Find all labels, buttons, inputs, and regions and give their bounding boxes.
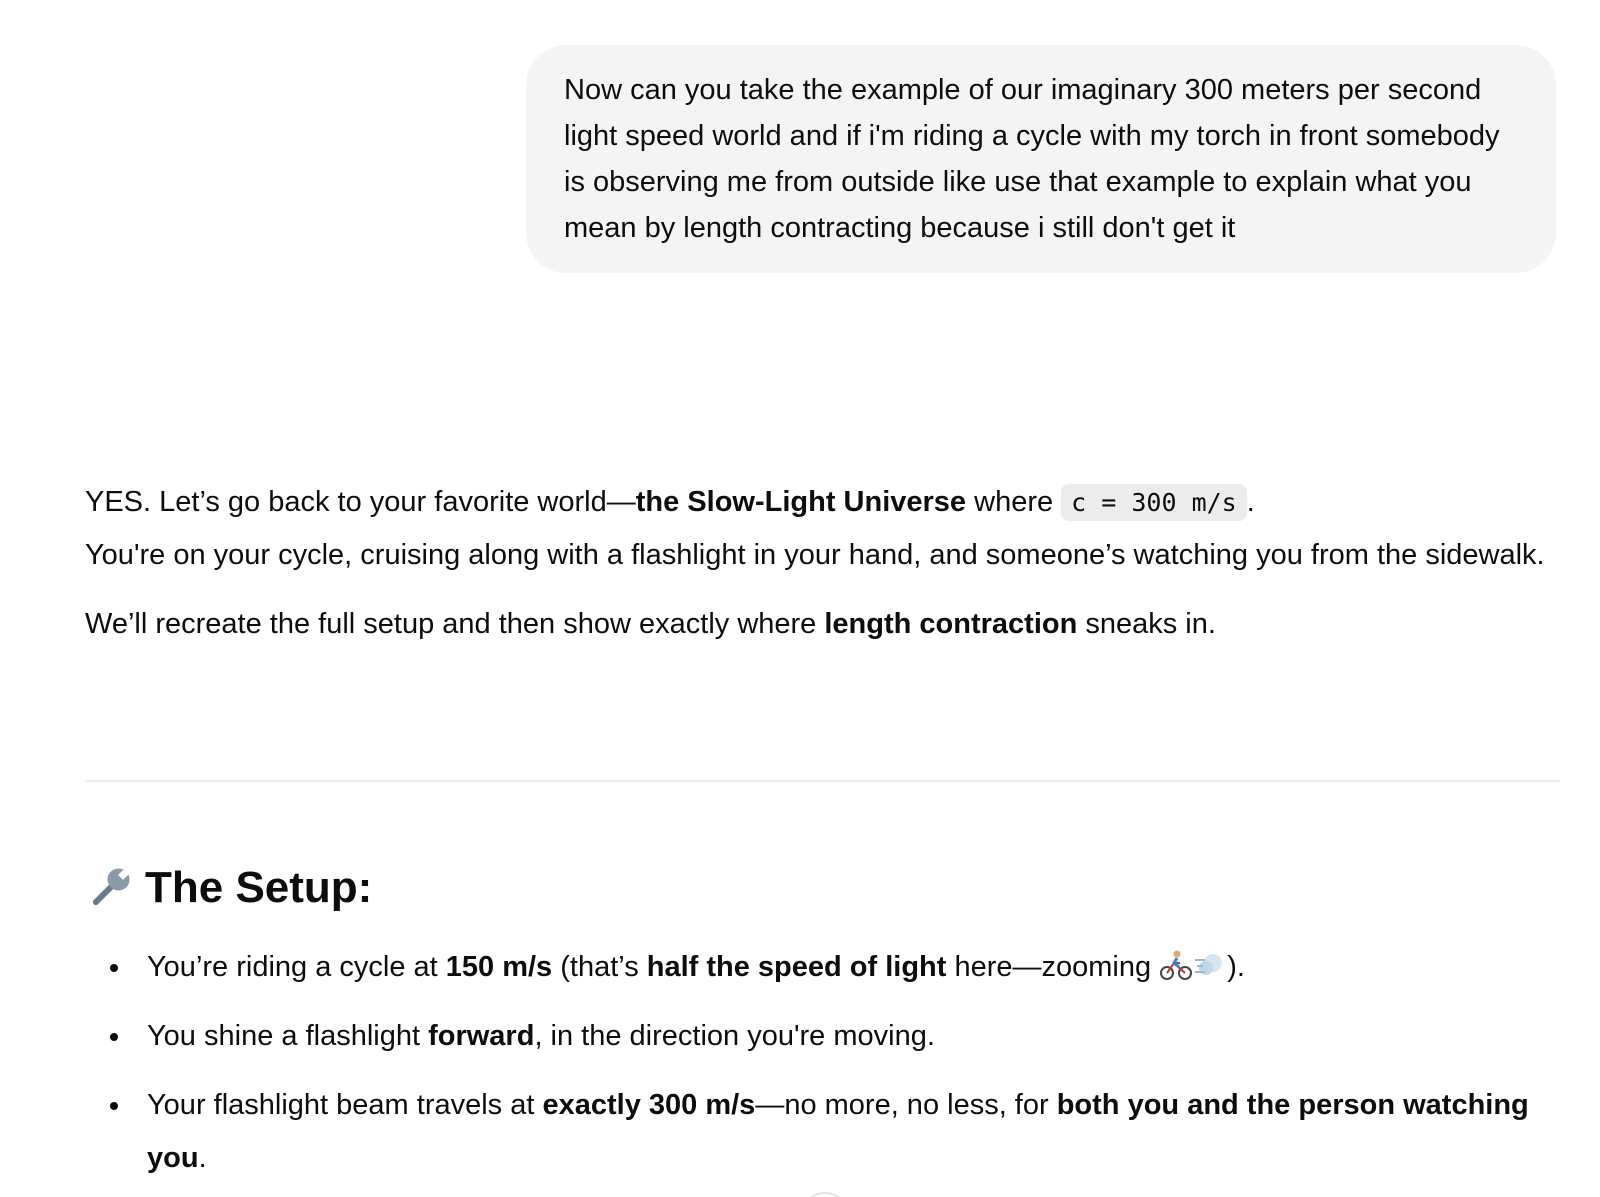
- item-text: (that’s: [552, 951, 647, 983]
- para-text: sneaks in.: [1077, 608, 1216, 640]
- item-text: You’re riding a cycle at: [147, 951, 446, 983]
- item-text: ).: [1227, 951, 1245, 983]
- item-text: , in the direction you're moving.: [534, 1020, 935, 1052]
- wrench-icon: [85, 863, 135, 913]
- setup-list: [85, 941, 1560, 1197]
- inline-code: c = 300 m/s: [1061, 484, 1247, 521]
- item-text: —no more, no less, for: [755, 1089, 1057, 1121]
- assistant-intro-paragraph: [85, 476, 1560, 582]
- dash-emoji: [1193, 947, 1227, 981]
- item-bold: 150 m/s: [445, 951, 553, 983]
- intro-text: where: [966, 486, 1062, 518]
- user-message-bubble: [526, 45, 1556, 273]
- intro-line2: You're on your cycle, cruising along with a flashlight in your hand, and someone’s watching you from the sidewalk.: [85, 539, 1545, 571]
- para-bold: length contraction: [824, 608, 1078, 640]
- list-item: [85, 1010, 1560, 1063]
- intro-text: YES. Let’s go back to your favorite world—: [85, 486, 636, 518]
- assistant-second-paragraph: [85, 598, 1560, 651]
- assistant-message: [85, 476, 1560, 651]
- item-bold: both you and the person watching you: [147, 1089, 1529, 1174]
- item-bold: exactly 300 m/s: [542, 1089, 756, 1121]
- item-bold: half the speed of light: [646, 951, 947, 983]
- user-message-text: Now can you take the example of our imaginary 300 meters per second light speed world and if i'm riding a cycle with my torch in front somebody is observing me from outside like use that example to explain what you mean by length contracting because i still don't get it: [564, 74, 1500, 244]
- section-title: The Setup:: [145, 863, 373, 912]
- intro-bold: the Slow-Light Universe: [635, 486, 967, 518]
- item-text: You shine a flashlight: [147, 1020, 429, 1052]
- section-heading: [85, 858, 372, 918]
- item-text: Your flashlight beam travels at: [147, 1089, 543, 1121]
- cyclist-emoji: [1159, 947, 1193, 981]
- list-item: [85, 1079, 1560, 1185]
- item-text: here—zooming: [946, 951, 1160, 983]
- section-divider: [85, 780, 1560, 782]
- item-bold: forward: [428, 1020, 535, 1052]
- para-text: We’ll recreate the full setup and then show exactly where: [85, 608, 825, 640]
- item-text: .: [198, 1142, 207, 1174]
- intro-text: .: [1246, 486, 1255, 518]
- list-item: [85, 941, 1560, 994]
